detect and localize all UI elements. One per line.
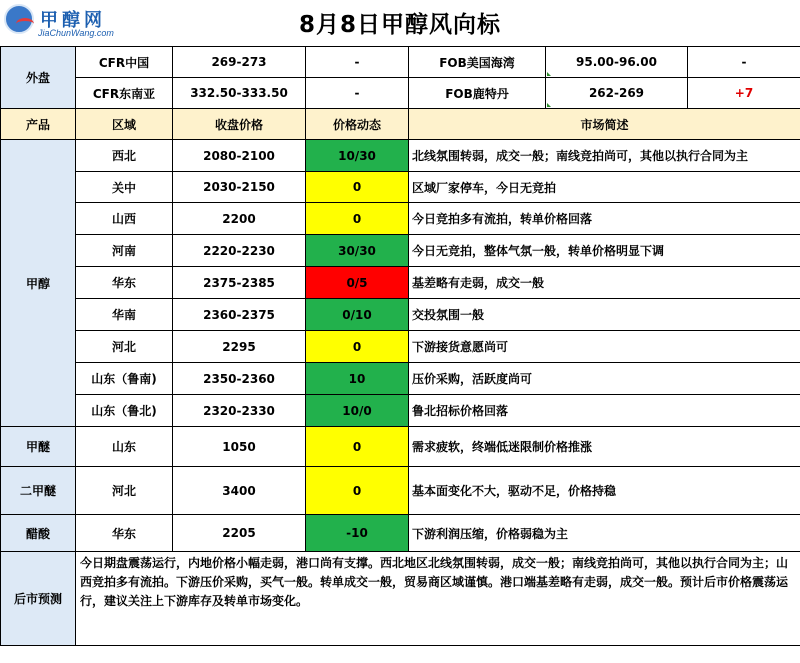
dynamics-cell: 0/10 — [306, 299, 409, 331]
dynamics-cell: 0 — [306, 467, 409, 515]
methanol-row — [1, 299, 800, 331]
product-row — [1, 467, 800, 515]
price-cell: 2350-2360 — [173, 363, 306, 395]
desc-cell: 北线氛围转弱，成交一般；南线竞拍尚可，其他以执行合同为主 — [409, 140, 800, 172]
desc-cell: 需求疲软，终端低迷限制价格推涨 — [409, 427, 800, 467]
desc-cell: 压价采购，活跃度尚可 — [409, 363, 800, 395]
dynamics-cell: 0 — [306, 331, 409, 363]
outlook-label: 后市预测 — [1, 552, 76, 646]
region-cell: 河北 — [76, 331, 173, 363]
desc-cell: 区域厂家停车，今日无竞拍 — [409, 172, 800, 203]
methanol-row — [1, 203, 800, 235]
col-header-dynamics: 价格动态 — [306, 109, 409, 140]
price-cell: 2200 — [173, 203, 306, 235]
cell-marker-icon — [547, 103, 551, 107]
region-cell: 关中 — [76, 172, 173, 203]
header — [0, 0, 800, 46]
logo-text: 甲醇网 — [40, 10, 106, 31]
region-cell: 河北 — [76, 467, 173, 515]
region-cell: 山东 — [76, 427, 173, 467]
ext-change: - — [688, 47, 800, 78]
ext-price: 332.50-333.50 — [173, 78, 306, 109]
ext-price — [546, 47, 688, 78]
price-cell: 3400 — [173, 467, 306, 515]
dynamics-cell: -10 — [306, 515, 409, 552]
methanol-row — [1, 395, 800, 427]
methanol-row — [1, 235, 800, 267]
desc-cell: 交投氛围一般 — [409, 299, 800, 331]
dynamics-cell: 30/30 — [306, 235, 409, 267]
desc-cell: 今日无竞拍，整体气氛一般，转单价格明显下调 — [409, 235, 800, 267]
desc-cell: 下游利润压缩，价格弱稳为主 — [409, 515, 800, 552]
dynamics-cell: 10/30 — [306, 140, 409, 172]
price-cell: 1050 — [173, 427, 306, 467]
desc-cell: 鲁北招标价格回落 — [409, 395, 800, 427]
product-label: 甲醚 — [1, 427, 76, 467]
ext-market: FOB鹿特丹 — [409, 78, 546, 109]
ext-price: 269-273 — [173, 47, 306, 78]
methanol-row — [1, 267, 800, 299]
dynamics-cell: 0 — [306, 427, 409, 467]
product-row — [1, 515, 800, 552]
ext-market: CFR东南亚 — [76, 78, 173, 109]
price-cell: 2295 — [173, 331, 306, 363]
col-header-desc: 市场简述 — [409, 109, 800, 140]
dynamics-cell: 10 — [306, 363, 409, 395]
ext-price-value: 95.00-96.00 — [576, 55, 657, 69]
product-label: 二甲醚 — [1, 467, 76, 515]
ext-change: - — [306, 47, 409, 78]
price-cell: 2375-2385 — [173, 267, 306, 299]
ext-market: FOB美国海湾 — [409, 47, 546, 78]
region-cell: 山东（鲁北) — [76, 395, 173, 427]
header-row — [1, 109, 800, 140]
ext-price-value: 262-269 — [588, 86, 645, 100]
region-cell: 山西 — [76, 203, 173, 235]
product-row — [1, 427, 800, 467]
product-label: 醋酸 — [1, 515, 76, 552]
desc-cell: 基差略有走弱，成交一般 — [409, 267, 800, 299]
methanol-row — [1, 363, 800, 395]
col-header-region: 区域 — [76, 109, 173, 140]
ext-price — [546, 78, 688, 109]
region-cell: 华东 — [76, 515, 173, 552]
region-cell: 山东（鲁南) — [76, 363, 173, 395]
logo-url: JiaChunWang.com — [38, 28, 114, 38]
external-row — [1, 78, 800, 109]
price-cell: 2030-2150 — [173, 172, 306, 203]
external-label: 外盘 — [1, 47, 76, 109]
desc-cell: 基本面变化不大，驱动不足，价格持稳 — [409, 467, 800, 515]
dynamics-cell: 0 — [306, 203, 409, 235]
price-cell: 2360-2375 — [173, 299, 306, 331]
region-cell: 河南 — [76, 235, 173, 267]
price-cell: 2080-2100 — [173, 140, 306, 172]
region-cell: 华南 — [76, 299, 173, 331]
dynamics-cell: 0 — [306, 172, 409, 203]
outlook-text: 今日期盘震荡运行，内地价格小幅走弱，港口尚有支撑。西北地区北线氛围转弱，成交一般；南线竞拍尚可，其他以执行合同为主；山西竞拍多有流拍。下游压价采购，买气一般。转单成交一般，贸易商区域谨慎。港口端基差略有走弱，成交一般。预计后市价格震荡运行，建议关注上下游库存及转单市场变化。 — [76, 552, 800, 646]
dynamics-cell: 0/5 — [306, 267, 409, 299]
methanol-row — [1, 140, 800, 172]
region-cell: 华东 — [76, 267, 173, 299]
price-cell: 2220-2230 — [173, 235, 306, 267]
external-row — [1, 47, 800, 78]
desc-cell: 今日竞拍多有流拍，转单价格回落 — [409, 203, 800, 235]
cell-marker-icon — [547, 72, 551, 76]
price-table — [0, 46, 800, 646]
ext-change: - — [306, 78, 409, 109]
methanol-row — [1, 331, 800, 363]
price-cell: 2320-2330 — [173, 395, 306, 427]
col-header-close: 收盘价格 — [173, 109, 306, 140]
price-cell: 2205 — [173, 515, 306, 552]
desc-cell: 下游接货意愿尚可 — [409, 331, 800, 363]
col-header-product: 产品 — [1, 109, 76, 140]
outlook-row — [1, 552, 800, 646]
ext-change: +7 — [688, 78, 800, 109]
region-cell: 西北 — [76, 140, 173, 172]
ext-market: CFR中国 — [76, 47, 173, 78]
product-label: 甲醇 — [1, 140, 76, 427]
page-title: 8月8日甲醇风向标 — [298, 12, 501, 38]
methanol-row — [1, 172, 800, 203]
dynamics-cell: 10/0 — [306, 395, 409, 427]
